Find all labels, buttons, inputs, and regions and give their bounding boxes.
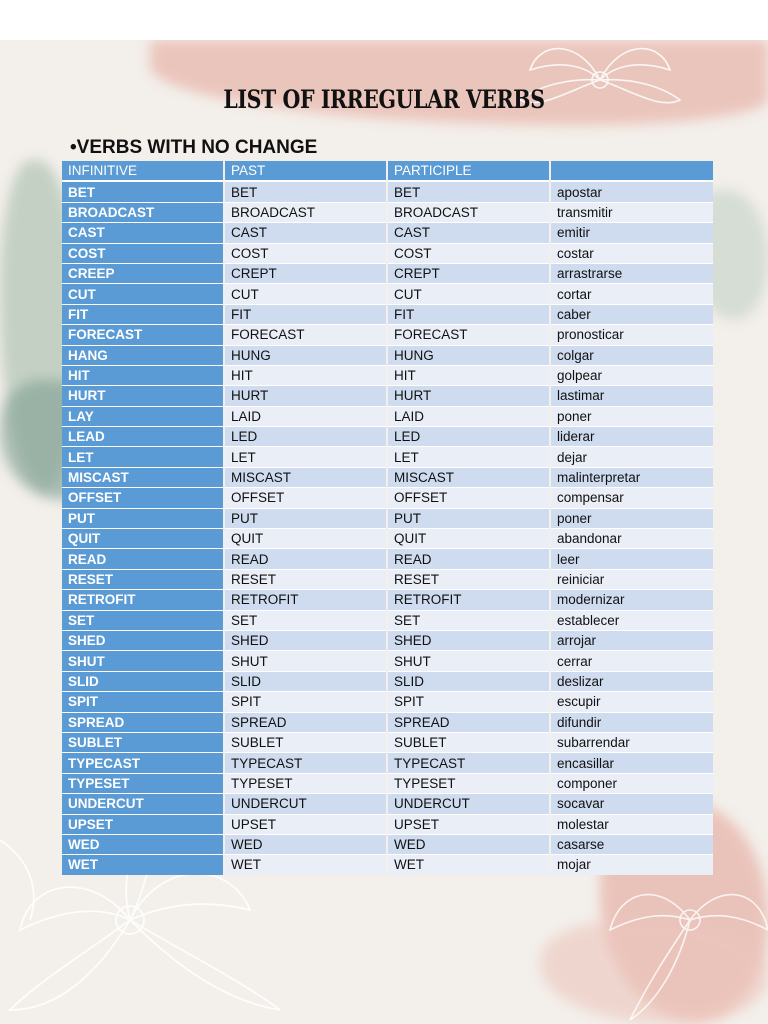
- cell-translation: pronosticar: [551, 324, 713, 344]
- table-row: [62, 528, 713, 548]
- cell-participle: OFFSET: [388, 487, 549, 507]
- cell-translation: colgar: [551, 345, 713, 365]
- cell-participle: FIT: [388, 304, 549, 324]
- table-row: [62, 548, 713, 568]
- cell-past: SUBLET: [225, 732, 386, 752]
- cell-translation: establecer: [551, 610, 713, 630]
- table-header-row: [62, 161, 713, 181]
- cell-translation: emitir: [551, 222, 713, 242]
- cell-translation: costar: [551, 243, 713, 263]
- cell-past: CREPT: [225, 263, 386, 283]
- table-body: [62, 181, 713, 874]
- cell-infinitive: UNDERCUT: [62, 793, 223, 813]
- cell-infinitive: SHUT: [62, 650, 223, 670]
- cell-infinitive: FORECAST: [62, 324, 223, 344]
- cell-translation: abandonar: [551, 528, 713, 548]
- cell-infinitive: OFFSET: [62, 487, 223, 507]
- cell-participle: CAST: [388, 222, 549, 242]
- cell-participle: BET: [388, 181, 549, 201]
- cell-past: CAST: [225, 222, 386, 242]
- cell-participle: UNDERCUT: [388, 793, 549, 813]
- table-row: [62, 630, 713, 650]
- cell-translation: poner: [551, 406, 713, 426]
- table-row: [62, 202, 713, 222]
- cell-past: HURT: [225, 385, 386, 405]
- cell-participle: SUBLET: [388, 732, 549, 752]
- cell-participle: LET: [388, 446, 549, 466]
- cell-infinitive: FIT: [62, 304, 223, 324]
- cell-infinitive: MISCAST: [62, 467, 223, 487]
- cell-infinitive: PUT: [62, 508, 223, 528]
- cell-past: BET: [225, 181, 386, 201]
- cell-participle: BROADCAST: [388, 202, 549, 222]
- cell-infinitive: RETROFIT: [62, 589, 223, 609]
- cell-past: TYPECAST: [225, 752, 386, 772]
- cell-translation: molestar: [551, 814, 713, 834]
- cell-infinitive: TYPESET: [62, 773, 223, 793]
- cell-past: UNDERCUT: [225, 793, 386, 813]
- column-header-past: PAST: [225, 161, 386, 181]
- cell-participle: LAID: [388, 406, 549, 426]
- cell-past: BROADCAST: [225, 202, 386, 222]
- cell-past: HUNG: [225, 345, 386, 365]
- cell-participle: FORECAST: [388, 324, 549, 344]
- cell-past: SET: [225, 610, 386, 630]
- cell-translation: liderar: [551, 426, 713, 446]
- cell-translation: apostar: [551, 181, 713, 201]
- cell-participle: CREPT: [388, 263, 549, 283]
- cell-past: SLID: [225, 671, 386, 691]
- cell-past: SHED: [225, 630, 386, 650]
- page-title: LIST OF IRREGULAR VERBS: [223, 85, 545, 114]
- table-row: [62, 263, 713, 283]
- table-row: [62, 569, 713, 589]
- cell-infinitive: COST: [62, 243, 223, 263]
- cell-infinitive: LET: [62, 446, 223, 466]
- table-row: [62, 854, 713, 874]
- column-header-translation: [551, 161, 713, 181]
- cell-translation: arrastrarse: [551, 263, 713, 283]
- cell-translation: lastimar: [551, 385, 713, 405]
- cell-infinitive: SHED: [62, 630, 223, 650]
- cell-past: WED: [225, 834, 386, 854]
- cell-participle: RETROFIT: [388, 589, 549, 609]
- table-row: [62, 773, 713, 793]
- cell-translation: encasillar: [551, 752, 713, 772]
- table-row: [62, 446, 713, 466]
- cell-infinitive: LEAD: [62, 426, 223, 446]
- cell-past: LET: [225, 446, 386, 466]
- cell-infinitive: READ: [62, 548, 223, 568]
- cell-participle: SPIT: [388, 691, 549, 711]
- cell-infinitive: SUBLET: [62, 732, 223, 752]
- cell-translation: dejar: [551, 446, 713, 466]
- cell-translation: malinterpretar: [551, 467, 713, 487]
- cell-past: TYPESET: [225, 773, 386, 793]
- table-row: [62, 508, 713, 528]
- cell-infinitive: CAST: [62, 222, 223, 242]
- cell-past: COST: [225, 243, 386, 263]
- cell-infinitive: LAY: [62, 406, 223, 426]
- cell-translation: modernizar: [551, 589, 713, 609]
- table-row: [62, 793, 713, 813]
- table-row: [62, 732, 713, 752]
- table-row: [62, 243, 713, 263]
- cell-infinitive: BET: [62, 181, 223, 201]
- table-row: [62, 467, 713, 487]
- cell-past: QUIT: [225, 528, 386, 548]
- table-row: [62, 691, 713, 711]
- cell-translation: golpear: [551, 365, 713, 385]
- cell-infinitive: WET: [62, 854, 223, 874]
- cell-participle: TYPESET: [388, 773, 549, 793]
- cell-translation: reiniciar: [551, 569, 713, 589]
- cell-participle: PUT: [388, 508, 549, 528]
- cell-translation: poner: [551, 508, 713, 528]
- cell-participle: HIT: [388, 365, 549, 385]
- cell-participle: SLID: [388, 671, 549, 691]
- column-header-participle: PARTICIPLE: [388, 161, 549, 181]
- cell-past: RESET: [225, 569, 386, 589]
- cell-participle: SHED: [388, 630, 549, 650]
- table-row: [62, 610, 713, 630]
- cell-participle: QUIT: [388, 528, 549, 548]
- cell-participle: MISCAST: [388, 467, 549, 487]
- cell-past: SPREAD: [225, 712, 386, 732]
- cell-participle: SET: [388, 610, 549, 630]
- cell-translation: difundir: [551, 712, 713, 732]
- cell-infinitive: SLID: [62, 671, 223, 691]
- cell-infinitive: CUT: [62, 283, 223, 303]
- table-row: [62, 712, 713, 732]
- table-row: [62, 222, 713, 242]
- cell-past: CUT: [225, 283, 386, 303]
- cell-translation: arrojar: [551, 630, 713, 650]
- table-row: [62, 385, 713, 405]
- cell-past: FIT: [225, 304, 386, 324]
- section-heading: •VERBS WITH NO CHANGE: [70, 137, 318, 158]
- table-row: [62, 834, 713, 854]
- cell-past: MISCAST: [225, 467, 386, 487]
- cell-past: PUT: [225, 508, 386, 528]
- cell-translation: subarrendar: [551, 732, 713, 752]
- cell-participle: LED: [388, 426, 549, 446]
- cell-translation: mojar: [551, 854, 713, 874]
- cell-infinitive: QUIT: [62, 528, 223, 548]
- cell-past: READ: [225, 548, 386, 568]
- cell-translation: caber: [551, 304, 713, 324]
- cell-participle: HUNG: [388, 345, 549, 365]
- table-row: [62, 365, 713, 385]
- table-row: [62, 650, 713, 670]
- cell-translation: compensar: [551, 487, 713, 507]
- cell-infinitive: TYPECAST: [62, 752, 223, 772]
- cell-translation: leer: [551, 548, 713, 568]
- cell-past: FORECAST: [225, 324, 386, 344]
- table-row: [62, 181, 713, 201]
- cell-participle: SPREAD: [388, 712, 549, 732]
- cell-infinitive: SPREAD: [62, 712, 223, 732]
- table-row: [62, 406, 713, 426]
- cell-participle: HURT: [388, 385, 549, 405]
- cell-infinitive: SPIT: [62, 691, 223, 711]
- cell-translation: componer: [551, 773, 713, 793]
- table-row: [62, 283, 713, 303]
- cell-past: UPSET: [225, 814, 386, 834]
- cell-past: HIT: [225, 365, 386, 385]
- table-row: [62, 752, 713, 772]
- cell-translation: transmitir: [551, 202, 713, 222]
- cell-past: SPIT: [225, 691, 386, 711]
- column-header-infinitive: INFINITIVE: [62, 161, 223, 181]
- irregular-verbs-table: [60, 161, 715, 875]
- cell-participle: WET: [388, 854, 549, 874]
- cell-participle: COST: [388, 243, 549, 263]
- cell-infinitive: CREEP: [62, 263, 223, 283]
- cell-past: SHUT: [225, 650, 386, 670]
- cell-past: WET: [225, 854, 386, 874]
- cell-infinitive: UPSET: [62, 814, 223, 834]
- cell-translation: cerrar: [551, 650, 713, 670]
- cell-infinitive: HURT: [62, 385, 223, 405]
- cell-participle: READ: [388, 548, 549, 568]
- table-row: [62, 345, 713, 365]
- table-row: [62, 324, 713, 344]
- cell-participle: SHUT: [388, 650, 549, 670]
- cell-translation: socavar: [551, 793, 713, 813]
- cell-translation: casarse: [551, 834, 713, 854]
- table-row: [62, 304, 713, 324]
- cell-participle: UPSET: [388, 814, 549, 834]
- cell-infinitive: WED: [62, 834, 223, 854]
- cell-past: RETROFIT: [225, 589, 386, 609]
- cell-participle: TYPECAST: [388, 752, 549, 772]
- table-row: [62, 589, 713, 609]
- cell-past: LAID: [225, 406, 386, 426]
- cell-infinitive: BROADCAST: [62, 202, 223, 222]
- cell-participle: WED: [388, 834, 549, 854]
- cell-infinitive: HIT: [62, 365, 223, 385]
- table-row: [62, 671, 713, 691]
- cell-participle: CUT: [388, 283, 549, 303]
- cell-past: LED: [225, 426, 386, 446]
- cell-infinitive: SET: [62, 610, 223, 630]
- cell-participle: RESET: [388, 569, 549, 589]
- cell-infinitive: RESET: [62, 569, 223, 589]
- cell-infinitive: HANG: [62, 345, 223, 365]
- cell-translation: escupir: [551, 691, 713, 711]
- table-row: [62, 426, 713, 446]
- cell-translation: cortar: [551, 283, 713, 303]
- cell-past: OFFSET: [225, 487, 386, 507]
- table-row: [62, 814, 713, 834]
- table-row: [62, 487, 713, 507]
- cell-translation: deslizar: [551, 671, 713, 691]
